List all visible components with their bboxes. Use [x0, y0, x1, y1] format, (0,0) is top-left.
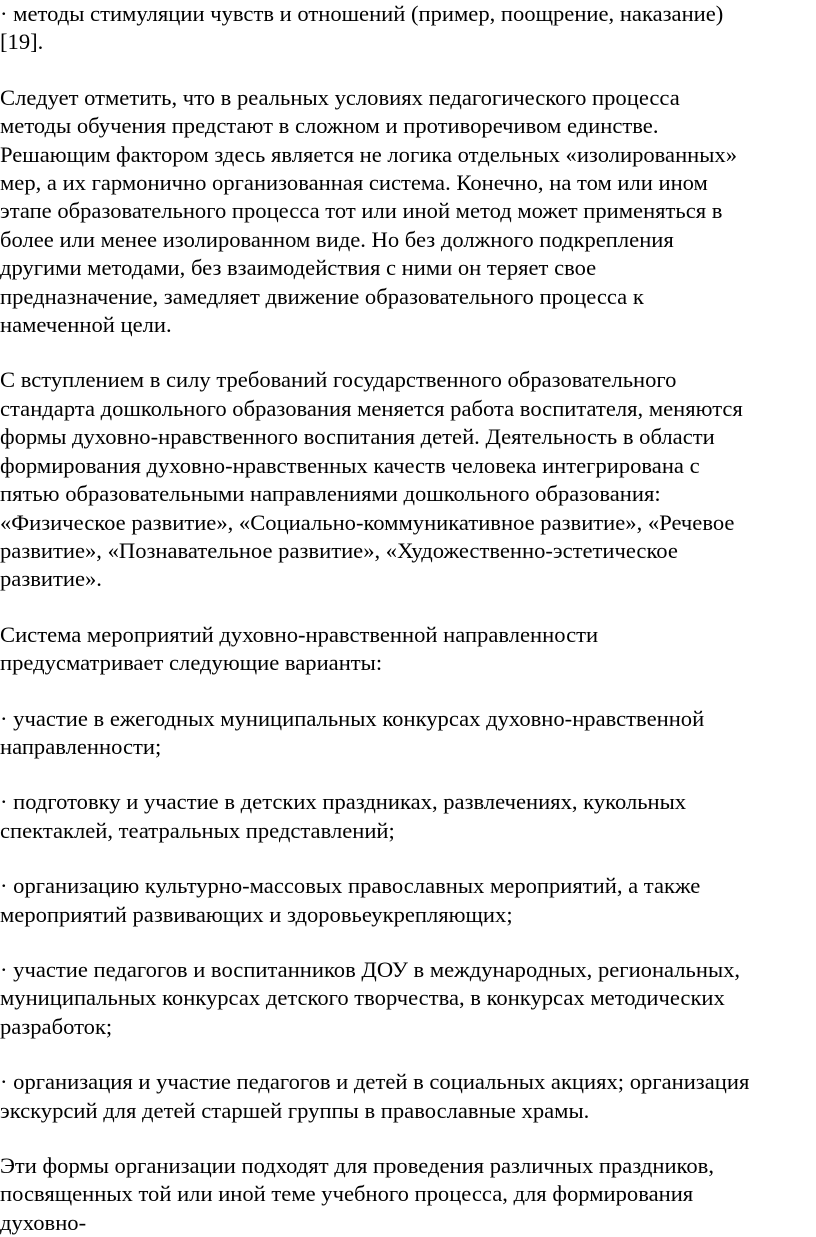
text-line: · организацию культурно-массовых православных мероприятий, а также — [0, 873, 701, 899]
paragraph-methods-stimulation — [0, 0, 812, 57]
text-line: другими методами, без взаимодействия с ними он теряет свое — [0, 255, 597, 281]
text-line: спектаклей, театральных представлений; — [0, 817, 395, 843]
text-line: этапе образовательного процесса тот или иной метод может применяться в — [0, 198, 723, 224]
text-line: намеченной цели. — [0, 312, 172, 338]
text-line: экскурсий для детей старшей группы в православные храмы. — [0, 1097, 590, 1123]
paragraph-system-of-events — [0, 621, 812, 678]
text-line: мероприятий развивающих и здоровьеукрепляющих; — [0, 901, 513, 927]
text-line: · участие педагогов и воспитанников ДОУ в международных, региональных, — [0, 956, 741, 982]
paragraph-forms-of-organization — [0, 1152, 812, 1237]
text-line: более или менее изолированном виде. Но без должного подкрепления — [0, 226, 674, 252]
text-line: Следует отметить, что в реальных условиях педагогического процесса — [0, 84, 680, 110]
text-line: · подготовку и участие в детских праздниках, развлечениях, кукольных — [0, 789, 687, 815]
list-item-social-actions — [0, 1068, 812, 1125]
text-line: пятью образовательными направлениями дошкольного образования: — [0, 481, 661, 507]
text-line: методы обучения предстают в сложном и противоречивом единстве. — [0, 113, 659, 139]
text-line: формы духовно-нравственного воспитания детей. Деятельность в области — [0, 424, 715, 450]
text-line: муниципальных конкурсах детского творчества, в конкурсах методических — [0, 985, 725, 1011]
list-item-holidays — [0, 788, 812, 845]
text-line: направленности; — [0, 733, 162, 759]
text-line: посвященных той или иной теме учебного процесса, для формирования — [0, 1181, 694, 1207]
text-line: Эти формы организации подходят для проведения различных праздников, — [0, 1153, 714, 1178]
text-line: разработок; — [0, 1013, 113, 1039]
text-line: развитие», «Познавательное развитие», «Художественно-эстетическое — [0, 537, 678, 563]
text-line: предусматривает следующие варианты: — [0, 650, 383, 676]
text-line: [19]. — [0, 29, 44, 55]
text-line: стандарта дошкольного образования меняется работа воспитателя, меняются — [0, 395, 743, 421]
list-item-contests — [0, 705, 812, 762]
text-line: духовно- — [0, 1209, 87, 1235]
text-line: · организация и участие педагогов и детей в социальных акциях; организация — [0, 1069, 750, 1095]
text-line: Система мероприятий духовно-нравственной направленности — [0, 621, 599, 647]
text-line: формирования духовно-нравственных качеств человека интегрирована с — [0, 452, 700, 478]
text-line: · методы стимуляции чувств и отношений (пример, поощрение, наказание) — [0, 1, 724, 26]
paragraph-standard — [0, 366, 812, 593]
text-line: · участие в ежегодных муниципальных конкурсах духовно-нравственной — [0, 705, 705, 731]
text-line: «Физическое развитие», «Социально-коммуникативное развитие», «Речевое — [0, 509, 735, 535]
text-line: развитие». — [0, 566, 102, 592]
text-line: предназначение, замедляет движение образовательного процесса к — [0, 283, 644, 309]
text-line: С вступлением в силу требований государственного образовательного — [0, 367, 677, 393]
text-line: Решающим фактором здесь является не логика отдельных «изолированных» — [0, 141, 738, 167]
list-item-cultural-events — [0, 872, 812, 929]
list-item-teacher-contests — [0, 956, 812, 1041]
paragraph-methods-unity — [0, 84, 812, 340]
text-line: мер, а их гармонично организованная система. Конечно, на том или ином — [0, 170, 708, 196]
